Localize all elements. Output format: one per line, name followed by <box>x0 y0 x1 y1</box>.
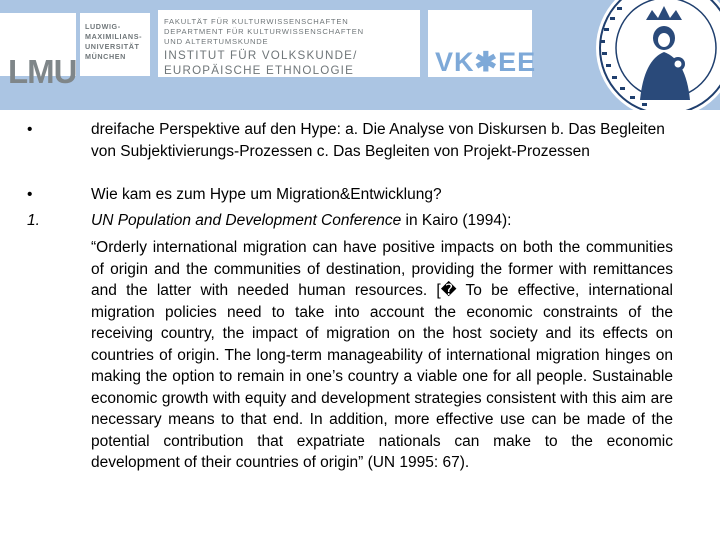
bullet-marker: • <box>27 121 33 138</box>
institute-name-line: INSTITUT FÜR VOLKSKUNDE/ <box>164 49 358 62</box>
lmu-logo-text: LMU <box>8 53 77 90</box>
numbered-marker: 1. <box>27 212 40 229</box>
conference-title: UN Population and Development Conference <box>91 212 402 229</box>
bullet-marker: • <box>27 186 33 203</box>
faculty-name-line: DEPARTMENT FÜR KULTURWISSENSCHAFTEN <box>164 27 364 36</box>
faculty-name-line: FAKULTÄT FÜR KULTURWISSENSCHAFTEN <box>164 17 349 26</box>
faculty-name-line: UND ALTERTUMSKUNDE <box>164 37 269 46</box>
university-name-line: MÜNCHEN <box>85 52 126 61</box>
university-name-line: LUDWIG- <box>85 22 121 31</box>
university-name-line: MAXIMILIANS- <box>85 32 143 41</box>
numbered-item-text <box>91 210 673 232</box>
quote-paragraph: “Orderly international migration can have positive impacts on both the communities of origin and the communities of destination, providing the former with remittances and the latter with needed human resources. [� To be effective, international migration policies need to take into account the economic constraints of the receiving country, the impact of migration on the host society and its effects on countries of origin. The long-term manageability of international migration hinges on making the option to remain in one’s country a viable one for all people. Sustainable economic growth with equity and development strategies consistent with this aim are necessary means to that end. In addition, more effective use can be made of the potential contribution that expatriate nationals can make to the economic development of their countries of origin” (UN 1995: 67). <box>91 239 673 471</box>
bullet-text: Wie kam es zum Hype um Migration&Entwicklung? <box>91 186 442 203</box>
university-name-line: UNIVERSITÄT <box>85 42 140 51</box>
vkee-logo-text: VK✱EE <box>435 47 537 77</box>
bullet-text: dreifache Perspektive auf den Hype: a. Die Analyse von Diskursen b. Das Begleiten von Subjektivierungs-Prozessen c. Das Begleiten von Projekt-Prozessen <box>91 121 665 160</box>
institute-name-line: EUROPÄISCHE ETHNOLOGIE <box>164 64 355 77</box>
conference-location: in Kairo (1994): <box>401 212 512 229</box>
